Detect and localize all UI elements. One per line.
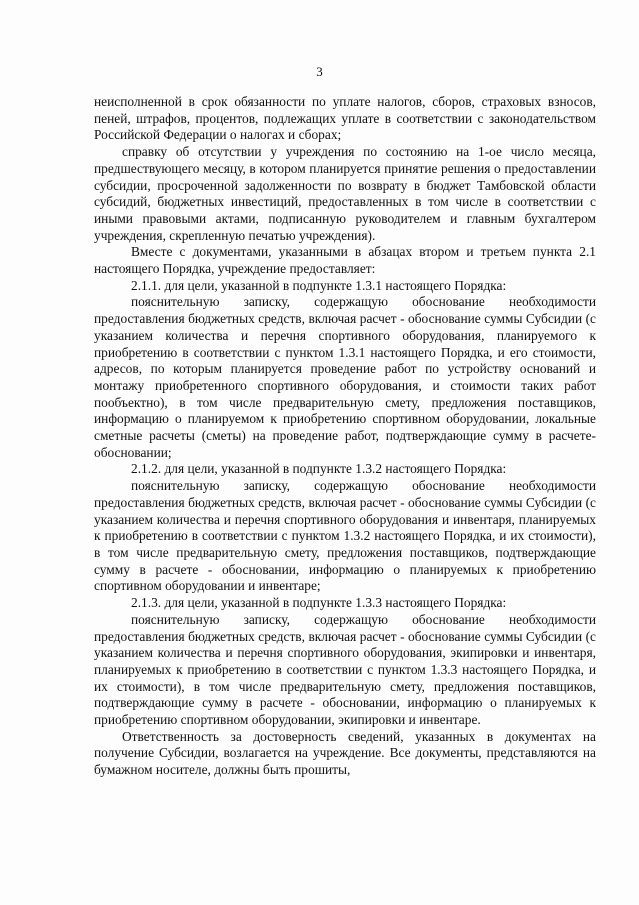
document-body — [94, 94, 596, 779]
subsection-2-1-1-text: пояснительную записку, содержащую обоснование необходимости предоставления бюджетных средств, включая расчет - обоснование суммы Субсидии (с указанием количества и перечня спортивного оборудования, планируемого к приобретению в соответствии с пунктом 1.3.1 настоящего Порядка, и его стоимости, адресов, по которым планируется проведение работ по устройству оснований и монтажу приобретенного спортивного оборудования, и стоимости таких работ пообъектно), в том числе предварительную смету, предложения поставщиков, информацию о планируемом к приобретению спортивном оборудовании, локальные сметные расчеты (сметы) на проведение работ, подтверждающие сумму в расчете-обосновании; — [94, 294, 596, 460]
subsection-2-1-3-text: пояснительную записку, содержащую обоснование необходимости предоставления бюджетных средств, включая расчет - обоснование суммы Субсидии (с указанием количества и перечня спортивного оборудования, экипировки и инвентаря, планируемых к приобретению в соответствии с пунктом 1.3.3 настоящего Порядка, и их стоимости), в том числе предварительную смету, предложения поставщиков, подтверждающие сумму в расчете - обосновании, информацию о планируемых к приобретению спортивном оборудовании, экипировки и инвентаре. — [94, 611, 596, 728]
paragraph-debt-certificate: справку об отсутствии у учреждения по состоянию на 1-ое число месяца, предшествующего месяцу, в котором планируется принятие решения о предоставлении субсидии, просроченной задолженности по возврату в бюджет Тамбовской области субсидий, бюджетных инвестиций, предоставленных в том числе в соответствии с иными правовыми актами, подписанную руководителем и главным бухгалтером учреждения, скрепленную печатью учреждения). — [94, 144, 596, 243]
subsection-2-1-1-heading: 2.1.1. для цели, указанной в подпункте 1.3.1 настоящего Порядка: — [131, 277, 507, 293]
subsection-2-1-2-heading: 2.1.2. для цели, указанной в подпункте 1.3.2 настоящего Порядка: — [131, 461, 507, 477]
page-number: 3 — [316, 64, 323, 79]
paragraph-additional-documents: Вместе с документами, указанными в абзацах втором и третьем пункта 2.1 настоящего Порядка, учреждение предоставляет: — [94, 244, 596, 277]
paragraph-tax-obligations: неисполненной в срок обязанности по уплате налогов, сборов, страховых взносов, пеней, штрафов, процентов, подлежащих уплате в соответствии с законодательством Российской Федерации о налогах и сборах; — [94, 94, 596, 143]
subsection-2-1-3-heading: 2.1.3. для цели, указанной в подпункте 1.3.3 настоящего Порядка: — [131, 595, 507, 611]
paragraph-responsibility: Ответственность за достоверность сведений, указанных в документах на получение Субсидии, возлагается на учреждение. Все документы, представляются на бумажном носителе, должны быть прошиты, — [94, 728, 596, 778]
subsection-2-1-2-text: пояснительную записку, содержащую обоснование необходимости предоставления бюджетных средств, включая расчет - обоснование суммы Субсидии (с указанием количества и перечня спортивного оборудования и инвентаря, планируемых к приобретению в соответствии с пунктом 1.3.2 настоящего Порядка, и их стоимости), в том числе предварительную смету, предложения поставщиков, подтверждающие сумму в расчете - обосновании, информацию о планируемых к приобретению спортивном оборудовании и инвентаре; — [94, 478, 596, 594]
